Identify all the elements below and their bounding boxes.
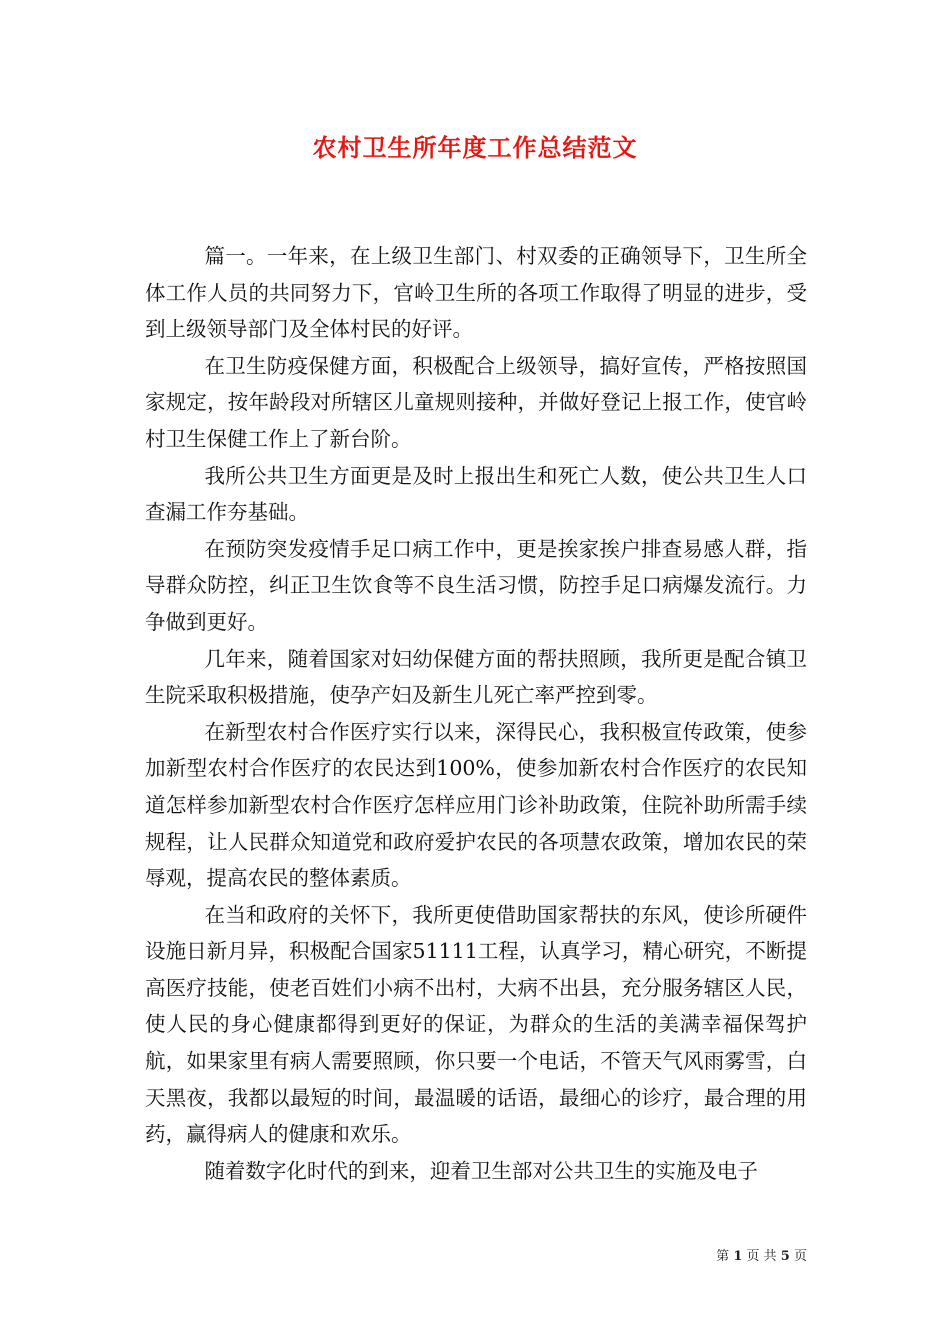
total-page-count: 5 [780,1249,790,1264]
paragraph: 在新型农村合作医疗实行以来，深得民心，我积极宣传政策，使参加新型农村合作医疗的农民达到100%，使参加新农村合作医疗的农民知道怎样参加新型农村合作医疗怎样应用门诊补助政策，住院补助所需手续规程，让人民群众知道党和政府爱护农民的各项慧农政策，增加农民的荣辱观，提高农民的整体素质。 [145,719,807,891]
current-page-number: 1 [733,1249,743,1264]
paragraph: 在卫生防疫保健方面，积极配合上级领导，搞好宣传，严格按照国家规定，按年龄段对所辖区儿童规则接种，并做好登记上报工作，使官岭村卫生保健工作上了新台阶。 [145,353,807,451]
document-title: 农村卫生所年度工作总结范文 [312,133,638,162]
footer-suffix: 页 [793,1249,807,1264]
paragraph: 在预防突发疫情手足口病工作中，更是挨家挨户排查易感人群，指导群众防控，纠正卫生饮食等不良生活习惯，防控手足口病爆发流行。力争做到更好。 [145,536,807,634]
document-body [145,238,807,1189]
footer-middle: 页 共 [746,1249,777,1264]
paragraph: 几年来，随着国家对妇幼保健方面的帮扶照顾，我所更是配合镇卫生院采取积极措施，使孕产妇及新生儿死亡率严控到零。 [145,646,807,708]
paragraph: 在当和政府的关怀下，我所更使借助国家帮扶的东风，使诊所硬件设施日新月异，积极配合国家51111工程，认真学习，精心研究，不断提高医疗技能，使老百姓们小病不出村，大病不出县，充分服务辖区人民，使人民的身心健康都得到更好的保证，为群众的生活的美满幸福保驾护航，如果家里有病人需要照顾，你只要一个电话，不管天气风雨雾雪，白天黑夜，我都以最短的时间，最温暖的话语，最细心的诊疗，最合理的用药，赢得病人的健康和欢乐。 [145,902,807,1147]
page-number-footer [716,1248,807,1266]
paragraph: 随着数字化时代的到来，迎着卫生部对公共卫生的实施及电子 [204,1158,758,1183]
paragraph: 我所公共卫生方面更是及时上报出生和死亡人数，使公共卫生人口查漏工作夯基础。 [145,463,807,525]
paragraph: 篇一。一年来，在上级卫生部门、村双委的正确领导下，卫生所全体工作人员的共同努力下，官岭卫生所的各项工作取得了明显的进步，受到上级领导部门及全体村民的好评。 [145,244,807,342]
footer-prefix: 第 [716,1249,730,1264]
